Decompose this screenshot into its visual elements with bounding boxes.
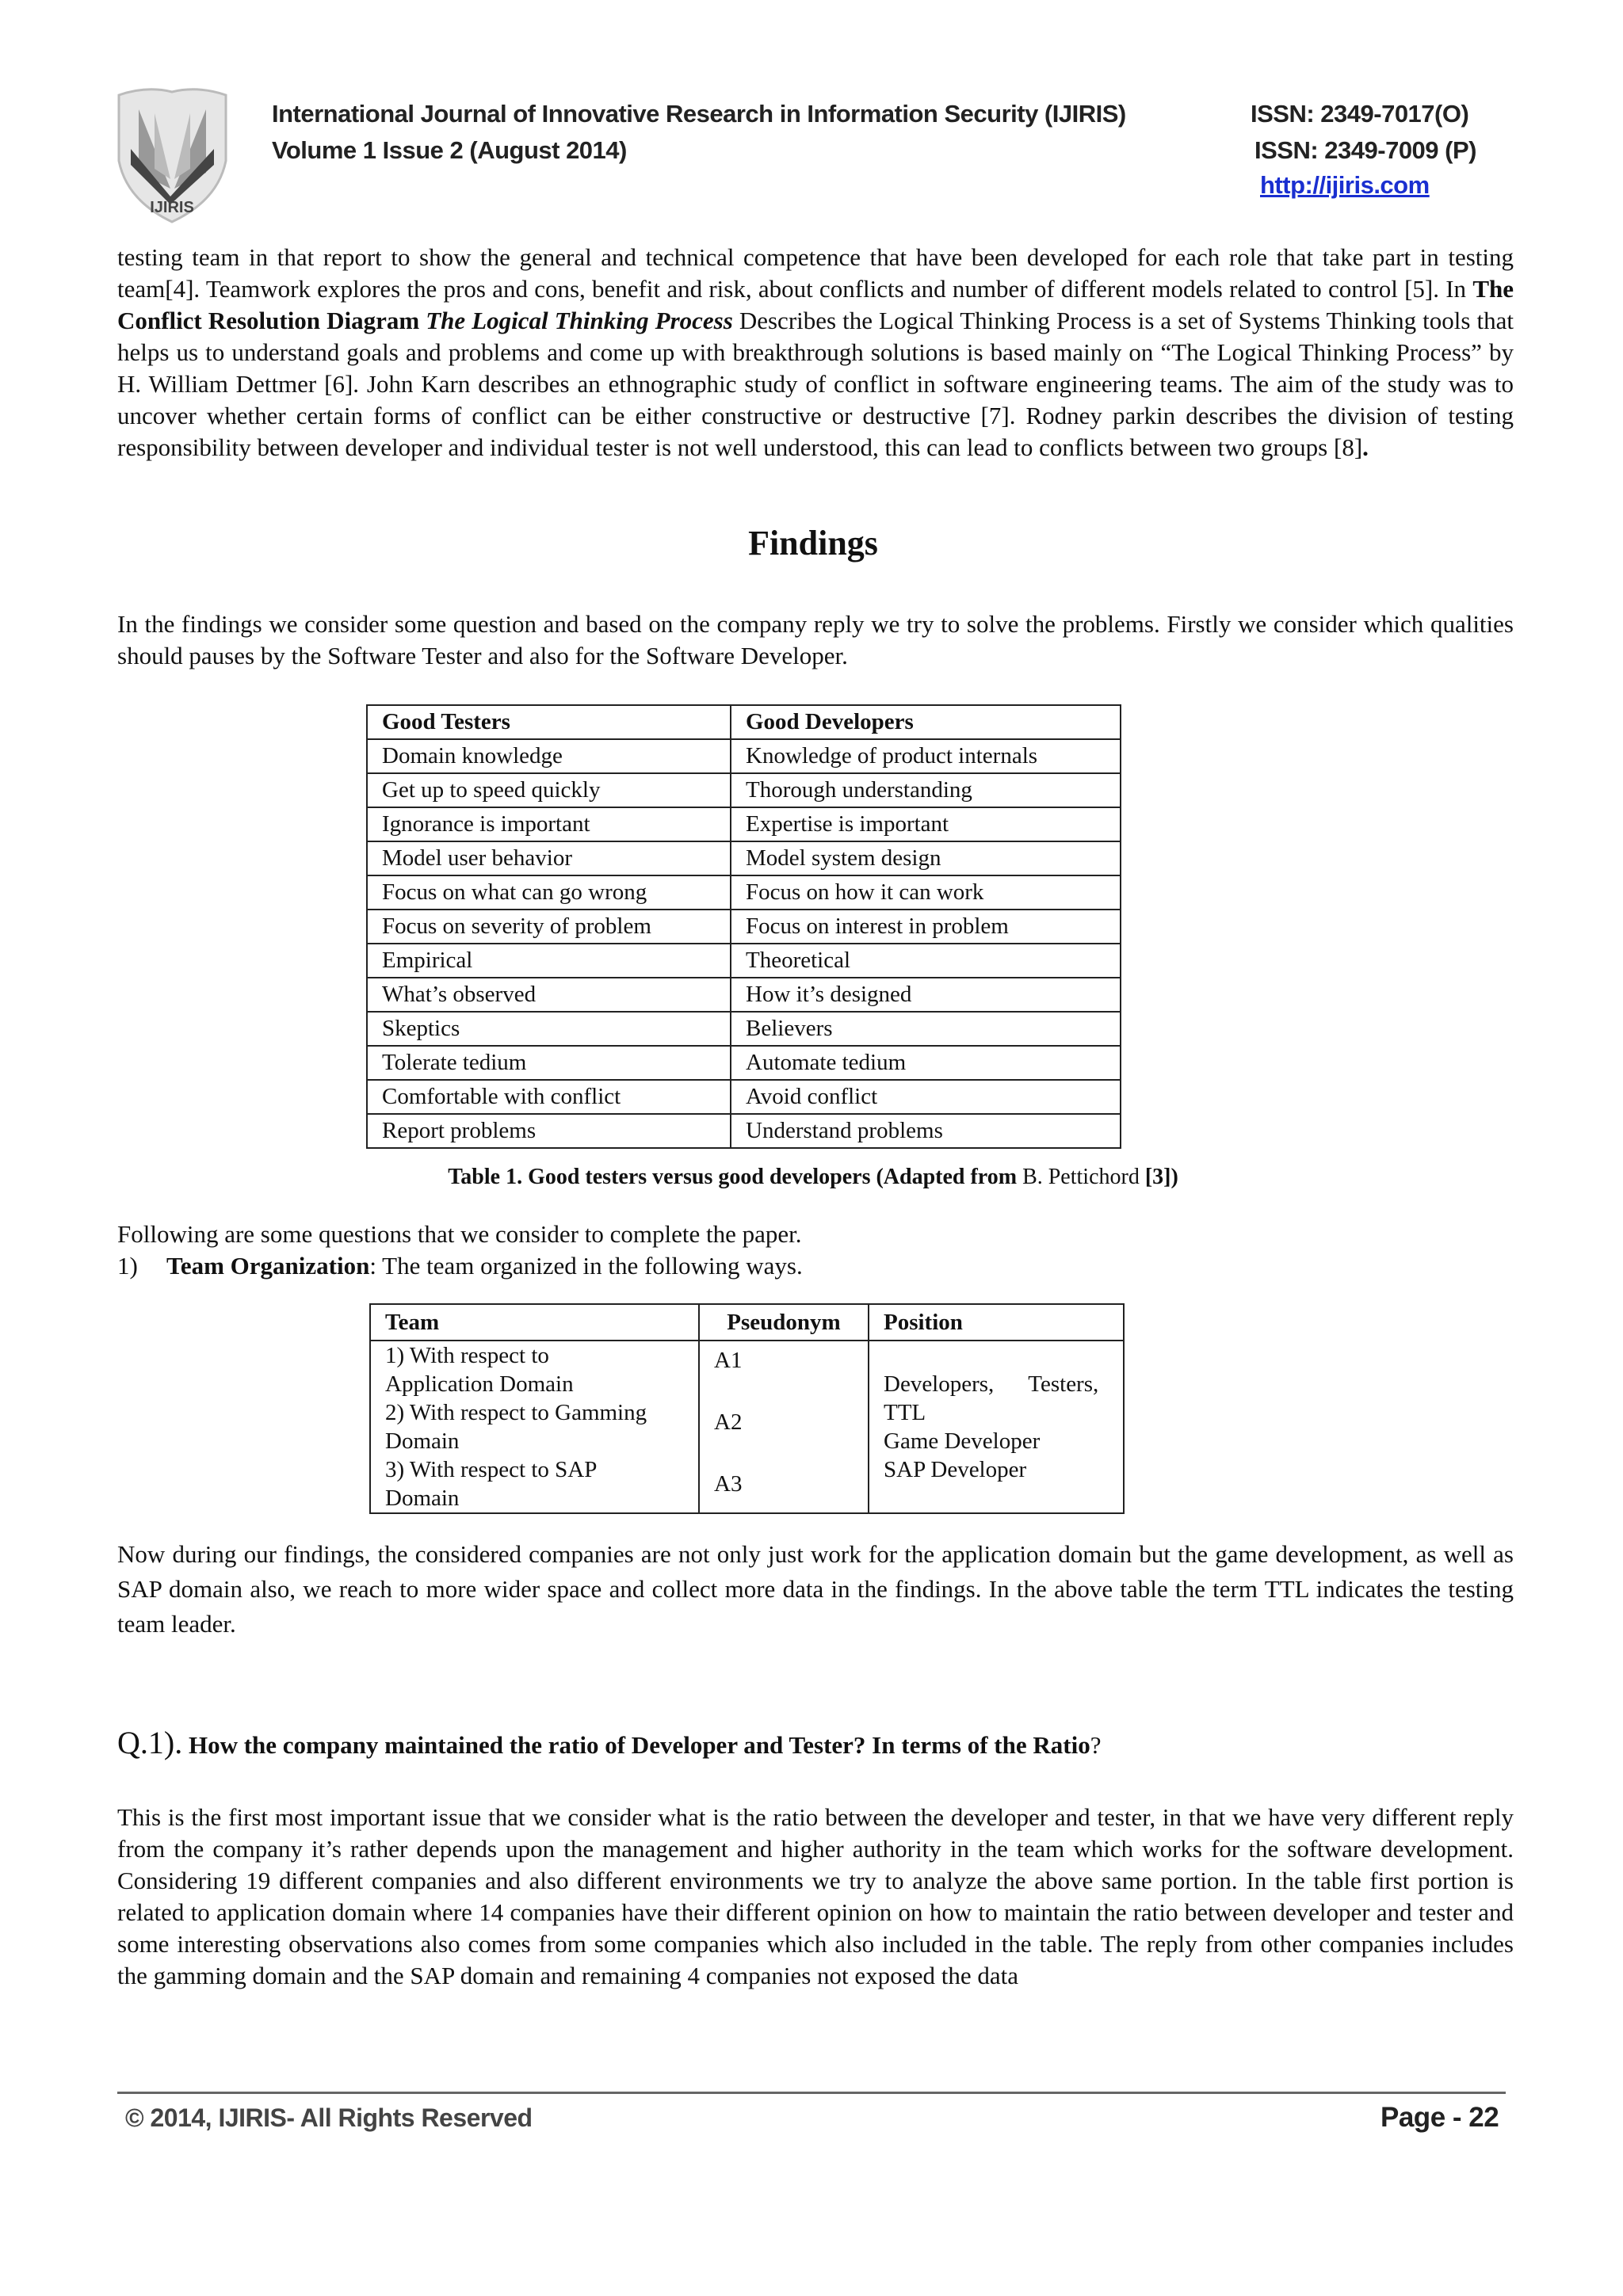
- position-line: SAP Developer: [884, 1457, 1027, 1482]
- table-row: [367, 841, 1121, 875]
- tester-trait: Empirical: [367, 944, 731, 978]
- question-1-heading: [117, 1727, 1514, 1761]
- footer-copyright: © 2014, IJIRIS- All Rights Reserved: [125, 2103, 533, 2132]
- developer-trait: Focus on how it can work: [731, 875, 1121, 910]
- table-row: [367, 1114, 1121, 1148]
- question-text: How the company maintained the ratio of Developer and Tester? In terms of the Ratio: [188, 1731, 1090, 1759]
- tester-trait: Skeptics: [367, 1012, 731, 1046]
- col-header: Pseudonym: [699, 1304, 869, 1341]
- journal-logo: [115, 86, 230, 224]
- questions-intro: Following are some questions that we consider to complete the paper.: [117, 1220, 802, 1248]
- tester-trait: Model user behavior: [367, 841, 731, 875]
- team-line: Domain: [385, 1486, 460, 1511]
- table-row: [367, 1080, 1121, 1114]
- table-row: [367, 1012, 1121, 1046]
- issn-online: ISSN: 2349-7017(O): [1251, 100, 1469, 128]
- table-row: [367, 978, 1121, 1012]
- pseudonym: A3: [714, 1471, 743, 1497]
- question-1-paragraph: This is the first most important issue that we consider what is the ratio between the developer and tester, in that we have very different reply from the company it’s rather depends upon the management and higher authority in the team which works for the software development. Considering 19 different companies and also different environments we try to analyze the above same portion. In the table first portion is related to application domain where 14 companies have their different opinion on how to maintain the ratio between developer and tester and some interesting observations also comes from some companies which also included in the table. The reply from other companies includes the gamming domain and the SAP domain and remaining 4 companies not exposed the data: [117, 1803, 1514, 1989]
- tester-trait: Report problems: [367, 1114, 731, 1148]
- item-number: 1): [117, 1252, 138, 1280]
- col-header: Team: [370, 1304, 699, 1341]
- developer-trait: Avoid conflict: [731, 1080, 1121, 1114]
- developer-trait: Understand problems: [731, 1114, 1121, 1148]
- caption-bold: Table 1. Good testers versus good developers (Adapted from: [448, 1165, 1023, 1189]
- tester-trait: What’s observed: [367, 978, 731, 1012]
- testers-developers-table: [366, 704, 1121, 1149]
- team-organization-table: [369, 1303, 1125, 1514]
- tester-trait: Comfortable with conflict: [367, 1080, 731, 1114]
- issn-print: ISSN: 2349-7009 (P): [1254, 136, 1476, 164]
- findings-note-paragraph: Now during our findings, the considered companies are not only just work for the application domain but the game development, as well as SAP domain also, we reach to more wider space and collect more data in the findings. In the above table the term TTL indicates the testing team leader.: [117, 1540, 1514, 1638]
- tester-trait: Tolerate tedium: [367, 1046, 731, 1080]
- tester-trait: Focus on what can go wrong: [367, 875, 731, 910]
- team-organization-item: [117, 1250, 1514, 1282]
- table-row: [367, 910, 1121, 944]
- col-header: Good Developers: [731, 705, 1121, 739]
- developer-trait: Thorough understanding: [731, 773, 1121, 807]
- developer-trait: Theoretical: [731, 944, 1121, 978]
- journal-url-link[interactable]: http://ijiris.com: [1260, 171, 1430, 199]
- developer-trait: Expertise is important: [731, 807, 1121, 841]
- developer-trait: How it’s designed: [731, 978, 1121, 1012]
- item-title: Team Organization: [166, 1252, 370, 1280]
- question-number: Q.1).: [117, 1725, 183, 1760]
- developer-trait: Model system design: [731, 841, 1121, 875]
- position-line: TTL: [884, 1400, 926, 1425]
- developer-trait: Automate tedium: [731, 1046, 1121, 1080]
- team-line: 3) With respect to SAP: [385, 1457, 598, 1482]
- table1-caption: [0, 1165, 1623, 1190]
- team-line: 1) With respect to: [385, 1343, 549, 1368]
- table-row: [367, 773, 1121, 807]
- findings-heading: Findings: [748, 524, 878, 563]
- pseudonym: A2: [714, 1409, 743, 1435]
- col-header: Good Testers: [367, 705, 731, 739]
- table-row: [367, 807, 1121, 841]
- text: testing team in that report to show the general and technical competence that have been developed for each role that take part in testing team[4]. Teamwork explores the pros and cons, benefit and risk, about conflicts and number of different models related to control [5]. In: [117, 243, 1514, 303]
- item-text: : The team organized in the following ways.: [369, 1252, 803, 1280]
- caption-author: B. Pettichord: [1022, 1165, 1145, 1189]
- developer-trait: Focus on interest in problem: [731, 910, 1121, 944]
- text: Describes the Logical Thinking Process is a set of Systems Thinking tools that helps us to understand goals and problems and come up with breakthrough solutions is based mainly on “The Logical Thinking Process” by H. William Dettmer [6]. John Karn describes an ethnographic study of conflict in software engineering teams. The aim of the study was to uncover whether certain forms of conflict can be either constructive or destructive [7]. Rodney parkin describes the division of testing responsibility between developer and individual tester is not well understood, this can lead to conflicts between two groups [8]: [117, 307, 1514, 461]
- journal-title: International Journal of Innovative Research in Information Security (IJIRIS): [272, 100, 1126, 128]
- intro-paragraph: [117, 242, 1514, 463]
- pseudonym: A1: [714, 1348, 743, 1373]
- team-cell: [370, 1341, 699, 1513]
- team-line: 2) With respect to Gamming: [385, 1400, 647, 1425]
- tester-trait: Focus on severity of problem: [367, 910, 731, 944]
- developer-trait: Believers: [731, 1012, 1121, 1046]
- page-number: Page - 22: [1381, 2102, 1499, 2133]
- bold-term: The Conflict Resolution Diagram: [117, 275, 1514, 334]
- period: .: [1362, 433, 1369, 461]
- table-row: [367, 944, 1121, 978]
- position-cell: [869, 1341, 1124, 1513]
- pseudonym-cell: [699, 1341, 869, 1513]
- caption-ref: [3]): [1144, 1165, 1178, 1189]
- tester-trait: Ignorance is important: [367, 807, 731, 841]
- position-line: Developers, Testers,: [884, 1371, 1099, 1397]
- italic-term: The Logical Thinking Process: [426, 307, 733, 334]
- svg-text:IJIRIS: IJIRIS: [150, 199, 194, 216]
- tester-trait: Domain knowledge: [367, 739, 731, 773]
- tester-trait: Get up to speed quickly: [367, 773, 731, 807]
- footer-divider: [117, 2092, 1506, 2094]
- position-line: Game Developer: [884, 1428, 1041, 1454]
- team-line: Application Domain: [385, 1371, 574, 1397]
- question-mark: ?: [1090, 1731, 1102, 1759]
- table-row: [367, 875, 1121, 910]
- findings-paragraph: In the findings we consider some question and based on the company reply we try to solve the problems. Firstly we consider which qualities should pauses by the Software Tester and also for the Software Developer.: [117, 610, 1514, 669]
- table-row: [367, 739, 1121, 773]
- journal-volume: Volume 1 Issue 2 (August 2014): [272, 136, 627, 164]
- table-row: [367, 1046, 1121, 1080]
- developer-trait: Knowledge of product internals: [731, 739, 1121, 773]
- col-header: Position: [869, 1304, 1124, 1341]
- team-line: Domain: [385, 1428, 460, 1454]
